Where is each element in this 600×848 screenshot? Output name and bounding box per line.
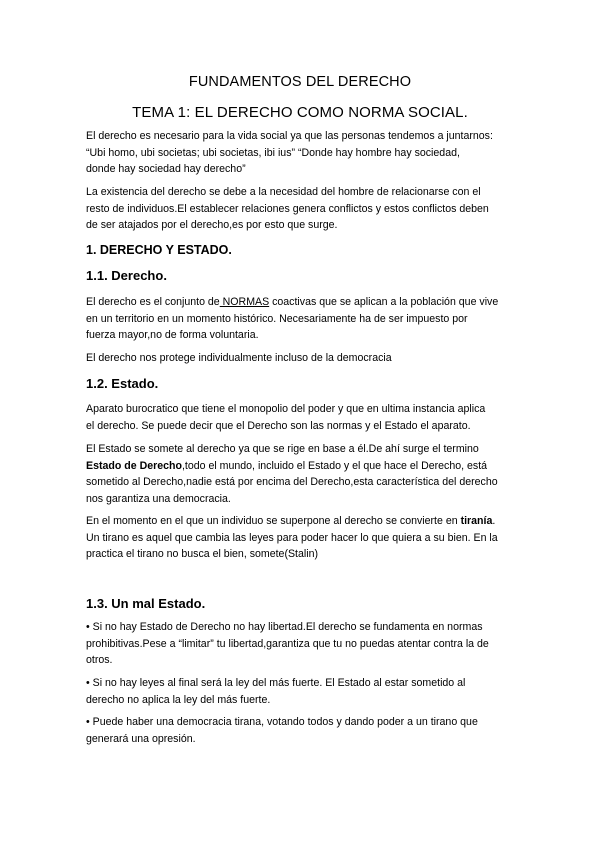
bullet-item xyxy=(86,619,524,669)
text-line: donde hay sociedad hay derecho” xyxy=(86,163,246,175)
text-line: • Si no hay Estado de Derecho no hay libertad.El derecho se fundamenta en normas xyxy=(86,621,483,633)
text-line xyxy=(86,513,524,530)
derecho-paragraph xyxy=(86,294,524,344)
text-line: practica el tirano no busca el bien, somete(Stalin) xyxy=(86,548,319,560)
document-title: FUNDAMENTOS DEL DERECHO xyxy=(188,74,412,90)
section-heading-1-1: 1.1. Derecho. xyxy=(86,268,167,283)
text-line: el derecho. Se puede decir que el Derecho son las normas y el Estado el aparato. xyxy=(86,419,471,432)
document-subtitle: TEMA 1: EL DERECHO COMO NORMA SOCIAL. xyxy=(132,104,468,121)
section-heading-1: 1. DERECHO Y ESTADO. xyxy=(86,243,232,257)
text-line: nos garantiza una democracia. xyxy=(86,492,231,505)
tirania-term: tiranía xyxy=(460,515,493,527)
text-line: Aparato burocratico que tiene el monopolio del poder y que en ultima instancia aplica xyxy=(86,403,486,415)
text-fragment: ,todo el mundo, incluido el Estado y el que hace el Derecho, está xyxy=(181,459,488,472)
text-fragment: En el momento en el que un individuo se superpone al derecho se convierte en xyxy=(86,515,461,527)
text-line xyxy=(86,294,524,311)
tirania-paragraph xyxy=(86,513,524,563)
text-line: El Estado se somete al derecho ya que se rige en base a él.De ahí surge el termino xyxy=(86,443,479,455)
section-heading-1-3: 1.3. Un mal Estado. xyxy=(86,596,206,611)
estado-paragraph-2 xyxy=(86,441,524,507)
text-fragment: El derecho es el conjunto de xyxy=(86,296,220,308)
text-fragment: . xyxy=(492,515,496,527)
text-line: El derecho es necesario para la vida social ya que las personas tendemos a juntarnos: xyxy=(86,130,493,142)
bullet-item xyxy=(86,675,524,708)
text-line: fuerza mayor,no de forma voluntaria. xyxy=(86,329,259,341)
text-line: “Ubi homo, ubi societas; ubi societas, ibi ius” “Donde hay hombre hay sociedad, xyxy=(86,146,460,159)
estado-de-derecho-term: Estado de Derecho xyxy=(86,459,182,472)
bullet-item xyxy=(86,714,524,747)
intro-paragraph xyxy=(86,128,524,178)
intro-paragraph-2 xyxy=(86,184,524,234)
text-line: prohibitivas.Pese a “limitar” tu libertad,garantiza que tu no puedas atentar contra la de xyxy=(86,637,489,650)
text-line: en un territorio en un momento histórico. Necesariamente ha de ser impuesto por xyxy=(86,312,468,325)
text-line xyxy=(86,458,524,475)
text-line: resto de individuos.El establecer relaciones genera conflictos y estos conflictos deben xyxy=(86,202,489,215)
section-heading-1-2: 1.2. Estado. xyxy=(86,376,159,391)
text-line: • Si no hay leyes al final será la ley del más fuerte. El Estado al estar sometido al xyxy=(86,677,466,689)
estado-paragraph xyxy=(86,401,524,434)
text-line: La existencia del derecho se debe a la necesidad del hombre de relacionarse con el xyxy=(86,186,481,198)
text-line: sometido al Derecho,nadie está por encima del Derecho,esta característica del derecho xyxy=(86,476,498,488)
text-line: generará una opresión. xyxy=(86,732,196,745)
text-line: • Puede haber una democracia tirana, votando todos y dando poder a un tirano que xyxy=(86,716,478,728)
text-line: otros. xyxy=(86,654,113,666)
text-line: Un tirano es aquel que cambia las leyes para poder hacer lo que quiera a su bien. En la xyxy=(86,531,498,544)
normas-link[interactable]: NORMAS xyxy=(219,296,270,308)
text-fragment: coactivas que se aplican a la población que vive xyxy=(269,296,499,308)
derecho-paragraph-2 xyxy=(86,350,524,367)
text-line: derecho no aplica la ley del más fuerte. xyxy=(86,693,271,706)
text-line: de ser atajados por el derecho,es por esto que surge. xyxy=(86,219,338,231)
text-line: El derecho nos protege individualmente incluso de la democracia xyxy=(86,352,392,364)
